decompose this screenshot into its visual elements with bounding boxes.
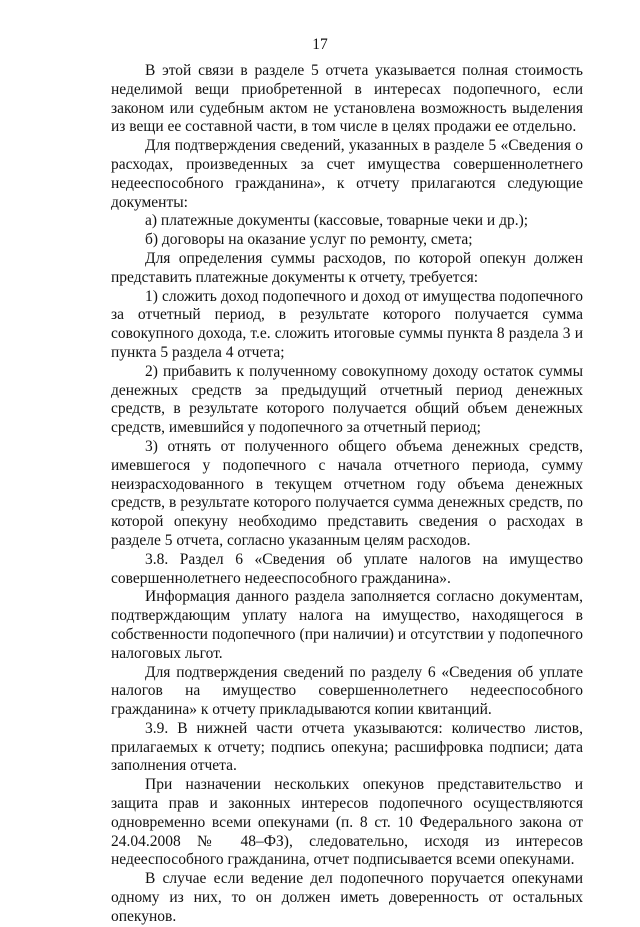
- list-item-payment-documents: а) платежные документы (кассовые, товарные чеки и др.);: [145, 212, 529, 230]
- paragraph-multiple-guardians: При назначении нескольких опекунов представительство и защита прав и законных интересов подопечного осуществляются одновременно всеми опекунами (п. 8 ст. 10 Федерального закона от 24.04.2008 № 48–ФЗ), следовательно, исходя из интересов недееспособного гражданина, отчет подписывается всеми опекунами.: [111, 776, 583, 869]
- paragraph-power-of-attorney: В случае если ведение дел подопечного поручается опекунами одному из них, то он должен иметь доверенность от остальных опекунов.: [111, 870, 583, 925]
- list-item-step-2: 2) прибавить к полученному совокупному доходу остаток суммы денежных средств за предыдущий отчетный период денежных средств, в результате которого получается общий объем денежных средств, имевшийся у подопечного за отчетный период;: [111, 362, 583, 437]
- list-item-service-contracts: б) договоры на оказание услуг по ремонту, смета;: [145, 231, 473, 249]
- section-3-9-paragraph: 3.9. В нижней части отчета указываются: количество листов, прилагаемых к отчету; подпись опекуна; расшифровка подписи; дата заполнения отчета.: [111, 719, 583, 775]
- paragraph-section6-receipts: Для подтверждения сведений по разделу 6 «Сведения об уплате налогов на имущество совершеннолетнего недееспособного гражданина» к отчету прикладываются копии квитанций.: [111, 663, 583, 719]
- paragraph-section6-info: Информация данного раздела заполняется согласно документам, подтверждающим уплату налога на имущество, находящегося в собственности подопечного (при наличии) и отсутствии у подопечного налоговых льгот.: [111, 588, 583, 662]
- list-item-step-3: 3) отнять от полученного общего объема денежных средств, имевшегося у подопечного с начала отчетного периода, сумму неизрасходованного в текущем отчетном году объема денежных средств, в результате которого получается сумма денежных средств, по которой опекуну необходимо представить сведения о расходах в разделе 5 отчета, согласно указанным целям расходов.: [111, 437, 583, 549]
- paragraph-section5-documents: Для подтверждения сведений, указанных в разделе 5 «Сведения о расходах, произведенных за счет имущества совершеннолетнего недееспособного гражданина», к отчету прилагаются следующие документы:: [111, 137, 583, 211]
- document-body: [111, 62, 583, 927]
- list-item-step-1: 1) сложить доход подопечного и доход от имущества подопечного за отчетный период, в результате которого получается сумма совокупного дохода, т.е. сложить итоговые суммы пункта 8 раздела 3 и пункта 5 раздела 4 отчета;: [111, 287, 583, 361]
- paragraph-expense-calculation: Для определения суммы расходов, по которой опекун должен представить платежные документы к отчету, требуется:: [111, 249, 583, 286]
- page-number: 17: [312, 36, 328, 53]
- paragraph-indivisible-item-cost: В этой связи в разделе 5 отчета указывается полная стоимость неделимой вещи приобретенной в интересах подопечного, если законом или судебным актом не установлена возможность выделения из вещи ее составной части, в том числе в целях продажи ее отдельно.: [111, 62, 583, 136]
- section-3-8-heading: 3.8. Раздел 6 «Сведения об уплате налогов на имущество совершеннолетнего недееспособного гражданина».: [111, 550, 583, 587]
